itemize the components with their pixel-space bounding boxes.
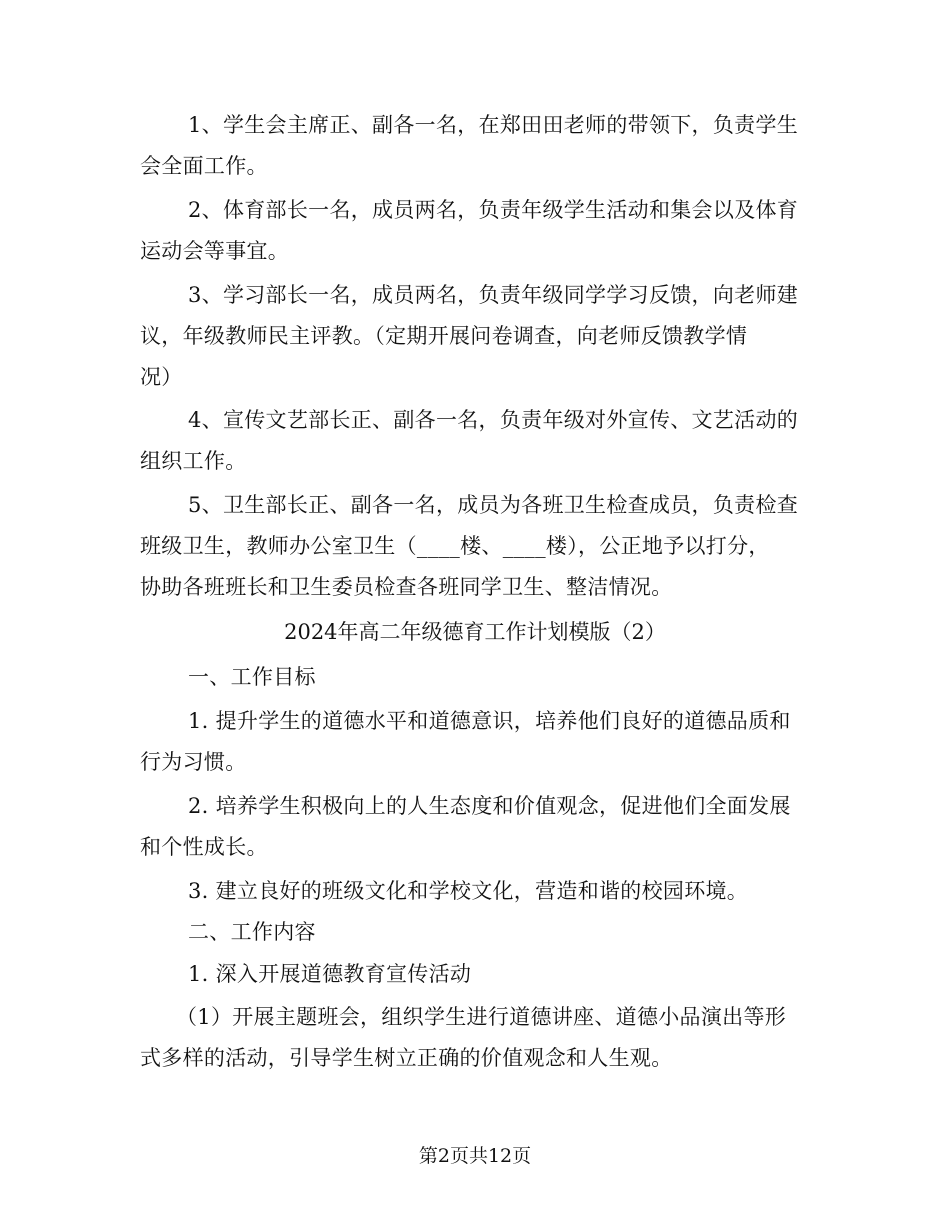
heading-goals: 一、工作目标 <box>188 665 316 689</box>
goal3-line1: 3. 建立良好的班级文化和学校文化，营造和谐的校园环境。 <box>188 879 749 903</box>
item1-line2: 会全面工作。 <box>140 154 268 178</box>
item2-line2: 运动会等事宜。 <box>140 239 290 263</box>
item1-line1: 1、学生会主席正、副各一名，在郑田田老师的带领下，负责学生 <box>188 113 799 137</box>
item3-line2: 议，年级教师民主评教。（定期开展问卷调查，向老师反馈教学情 <box>140 324 748 348</box>
section-title: 2024年高二年级德育工作计划模版（2） <box>284 620 666 644</box>
item2-line1: 2、体育部长一名，成员两名，负责年级学生活动和集会以及体育 <box>188 198 799 222</box>
goal2-line2: 和个性成长。 <box>140 835 268 859</box>
item3-line1: 3、学习部长一名，成员两名，负责年级同学学习反馈，向老师建 <box>188 283 799 307</box>
item3-line3: 况） <box>140 365 183 389</box>
content1: 1. 深入开展道德教育宣传活动 <box>188 962 472 986</box>
item4-line2: 组织工作。 <box>140 449 247 473</box>
heading-content: 二、工作内容 <box>188 920 316 944</box>
page-number-footer: 第2页共12页 <box>418 1145 532 1167</box>
item4-line1: 4、宣传文艺部长正、副各一名，负责年级对外宣传、文艺活动的 <box>188 408 799 432</box>
content1-sub1-line2: 式多样的活动，引导学生树立正确的价值观念和人生观。 <box>140 1046 673 1070</box>
goal1-line2: 行为习惯。 <box>140 750 247 774</box>
goal2-line1: 2. 培养学生积极向上的人生态度和价值观念，促进他们全面发展 <box>188 794 791 818</box>
item5-line1: 5、卫生部长正、副各一名，成员为各班卫生检查成员，负责检查 <box>188 493 799 517</box>
content1-sub1-line1: （1）开展主题班会，组织学生进行道德讲座、道德小品演出等形 <box>176 1005 787 1029</box>
item5-line2: 班级卫生，教师办公室卫生（____楼、____楼），公正地予以打分， <box>140 534 770 558</box>
goal1-line1: 1. 提升学生的道德水平和道德意识，培养他们良好的道德品质和 <box>188 709 791 733</box>
item5-line3: 协助各班班长和卫生委员检查各班同学卫生、整洁情况。 <box>140 575 673 599</box>
